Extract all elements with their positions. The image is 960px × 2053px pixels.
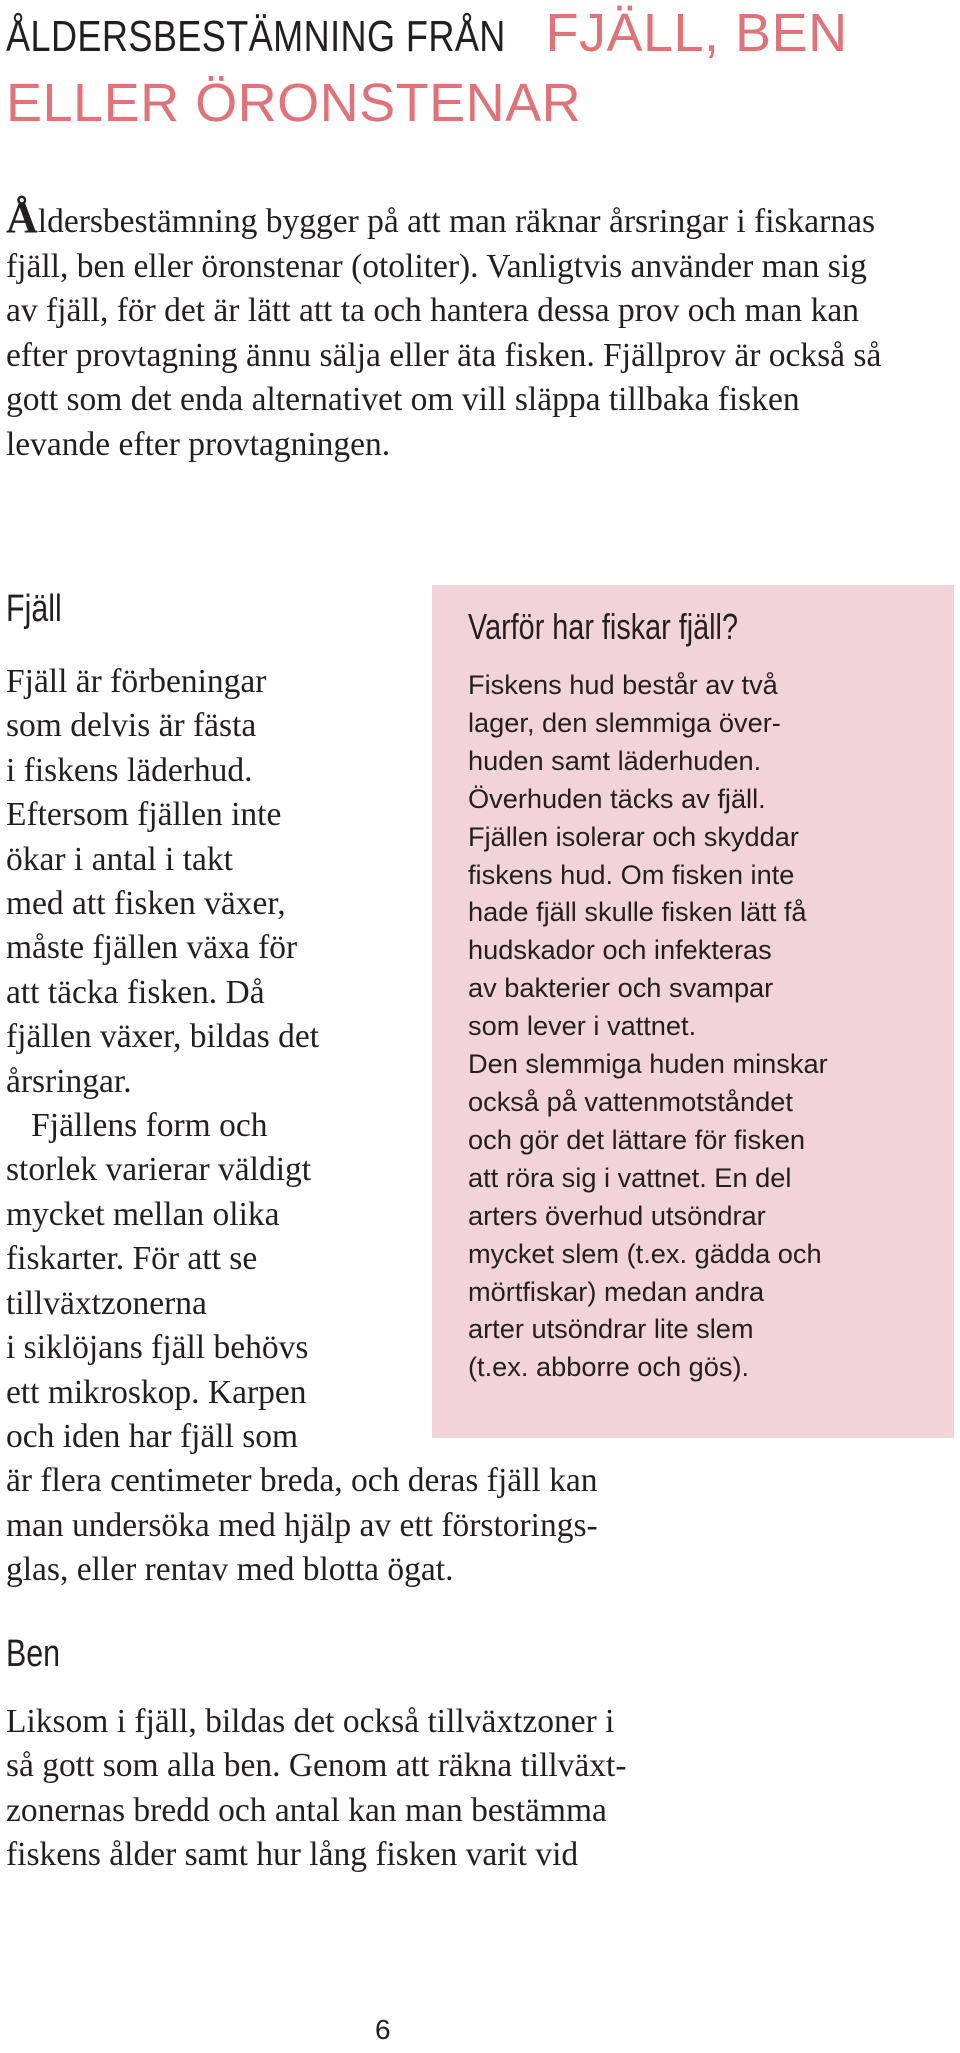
fjall-line: i siklöjans fjäll behövs [6, 1329, 309, 1367]
fjall-line: som delvis är fästa [6, 707, 257, 745]
ben-line: Liksom i fjäll, bildas det också tillväxtzoner i [6, 1703, 615, 1740]
sidebar-line: lager, den slemmiga över- [468, 706, 781, 738]
ben-paragraph [6, 1700, 627, 1878]
intro-dropcap: Å [6, 193, 38, 242]
sidebar-title: Varför har fiskar fjäll? [468, 606, 738, 647]
sidebar-line: huden samt läderhuden. [468, 744, 762, 776]
fjall-line: fjällen växer, bildas det [6, 1018, 320, 1056]
sidebar-line: hudskador och infekteras [468, 934, 772, 966]
title-part-2: FJÄLL, BEN [545, 3, 848, 63]
ben-line: zonernas bredd och antal kan man bestämma [6, 1791, 607, 1829]
sidebar-line: (t.ex. abborre och gös). [468, 1351, 750, 1383]
ben-line: fiskens ålder samt hur lång fisken varit vid [6, 1836, 579, 1874]
sidebar-line: mörtfiskar) medan andra [468, 1275, 765, 1307]
sidebar-line: att röra sig i vattnet. En del [468, 1161, 792, 1193]
sidebar-line: arters överhud utsöndrar [468, 1199, 766, 1231]
fjall-line: tillväxtzonerna [6, 1284, 207, 1322]
fjall-line: att täcka fisken. Då [6, 973, 265, 1011]
fjall-line: storlek varierar väldigt [6, 1151, 312, 1189]
fjall-line: årsringar. [6, 1062, 132, 1100]
sidebar-line: Den slemmiga huden minskar [468, 1048, 828, 1080]
fjall-line: Eftersom fjällen inte [6, 796, 282, 834]
sidebar-line: och gör det lättare för fisken [468, 1123, 806, 1155]
sidebar-line: också på vattenmotståndet [468, 1085, 793, 1117]
sidebar-line: mycket slem (t.ex. gädda och [468, 1237, 822, 1269]
fjall-line: ett mikroskop. Karpen [6, 1373, 307, 1411]
ben-line: så gott som alla ben. Genom att räkna tillväxt- [6, 1747, 627, 1785]
fjall-line: man undersöka med hjälp av ett förstorings- [6, 1506, 598, 1544]
sidebar-line: Fiskens hud består av två [468, 669, 778, 700]
fjall-line: Fjäll är förbeningar [6, 663, 267, 700]
sidebar-line: fiskens hud. Om fisken inte [468, 858, 795, 890]
page-number: 6 [375, 2014, 391, 2045]
fjall-line: mycket mellan olika [6, 1195, 280, 1233]
sidebar-line: Överhuden täcks av fjäll. [468, 782, 766, 814]
fjall-line: i fiskens läderhud. [6, 751, 253, 789]
fjall-line: är flera centimeter breda, och deras fjäll kan [6, 1462, 598, 1500]
sidebar-line: arter utsöndrar lite slem [468, 1313, 754, 1345]
title-part-3: ELLER ÖRONSTENAR [6, 73, 582, 133]
sidebar-line: av bakterier och svampar [468, 972, 774, 1004]
sidebar-line: hade fjäll skulle fisken lätt få [468, 896, 807, 928]
fjall-line: Fjällens form och [6, 1107, 268, 1145]
fjall-line: med att fisken växer, [6, 885, 286, 923]
intro-paragraph [6, 193, 896, 468]
title-part-1: ÅLDERSBESTÄMNING FRÅN [6, 12, 506, 61]
fjall-line: måste fjällen växa för [6, 929, 298, 967]
fjall-line: och iden har fjäll som [6, 1417, 299, 1455]
page-title [6, 0, 906, 136]
fjall-line: ökar i antal i takt [6, 840, 233, 878]
fjall-line: glas, eller rentav med blotta ögat. [6, 1551, 454, 1589]
intro-text: ldersbestämning bygger på att man räknar årsringar i fiskarnas fjäll, ben eller öronstenar (otoliter). Vanligtvis använder man sig av fjäll, för det är lätt att ta och hantera dessa prov och man kan efter provtagning ännu sälja eller äta fisken. Fjällprov är också så gott som det enda alternativet om vill släppa tillbaka fisken levande efter provtagningen. [6, 203, 882, 463]
sidebar-line: Fjällen isolerar och skyddar [468, 820, 799, 852]
fjall-line: fiskarter. För att se [6, 1240, 258, 1278]
sidebar-line: som lever i vattnet. [468, 1010, 697, 1042]
heading-fjall: Fjäll [6, 588, 62, 630]
heading-ben: Ben [6, 1633, 61, 1675]
fjall-paragraph [6, 660, 598, 1593]
